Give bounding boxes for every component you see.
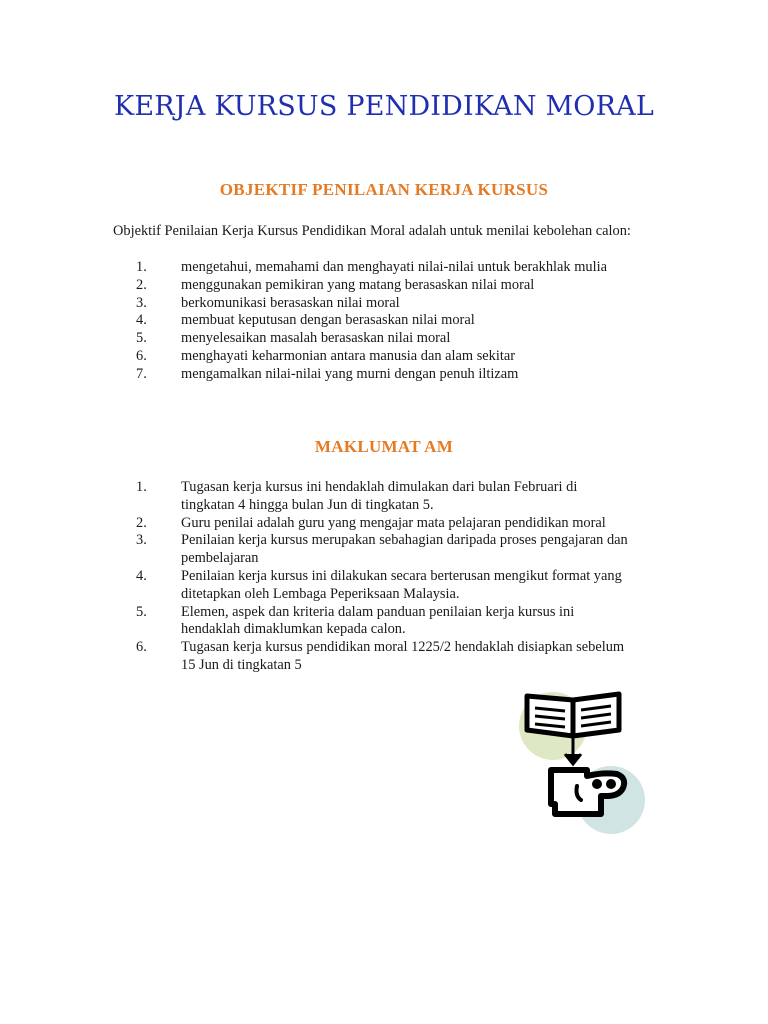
list-number: 2.	[136, 514, 147, 531]
list-number: 3.	[136, 532, 147, 549]
objektif-list	[0, 259, 661, 384]
list-number: 4.	[136, 567, 147, 584]
list-text: mengamalkan nilai-nilai yang murni dengan penuh iltizam	[181, 365, 519, 382]
list-number: 5.	[136, 603, 147, 620]
list-text-line: ditetapkan oleh Lembaga Peperiksaan Malaysia.	[181, 585, 460, 602]
list-number: 1.	[136, 259, 147, 275]
list-item	[0, 532, 661, 568]
list-text-line: Guru penilai adalah guru yang mengajar mata pelajaran pendidikan moral	[181, 514, 606, 531]
list-item	[0, 568, 661, 604]
list-text: menggunakan pemikiran yang matang berasaskan nilai moral	[181, 276, 535, 293]
list-number: 3.	[136, 294, 147, 311]
list-text-line: Penilaian kerja kursus merupakan sebahagian daripada proses pengajaran dan	[181, 532, 628, 549]
list-text-line: Elemen, aspek dan kriteria dalam panduan penilaian kerja kursus ini	[181, 603, 575, 620]
list-text: menghayati keharmonian antara manusia dan alam sekitar	[181, 347, 516, 364]
list-item	[0, 330, 661, 348]
list-text-line: Penilaian kerja kursus ini dilakukan secara berterusan mengikut format yang	[181, 567, 622, 584]
list-text-line: tingkatan 4 hingga bulan Jun di tingkatan 5.	[181, 496, 434, 513]
list-text: membuat keputusan dengan berasaskan nilai moral	[181, 312, 475, 329]
list-text-line: Tugasan kerja kursus pendidikan moral 1225/2 hendaklah disiapkan sebelum	[181, 639, 625, 656]
list-item	[0, 479, 661, 515]
list-number: 7.	[136, 365, 147, 382]
list-number: 4.	[136, 312, 147, 329]
list-item	[0, 366, 661, 384]
list-item	[0, 277, 661, 295]
book-to-face-clipart-icon	[515, 686, 655, 836]
list-item	[0, 604, 661, 640]
list-text: menyelesaikan masalah berasaskan nilai moral	[181, 330, 451, 347]
list-text-line: 15 Jun di tingkatan 5	[181, 656, 302, 673]
maklumat-heading: MAKLUMAT AM	[314, 437, 454, 456]
list-number: 1.	[136, 479, 147, 495]
list-item	[0, 515, 661, 533]
list-number: 6.	[136, 639, 147, 656]
list-text-line: pembelajaran	[181, 550, 259, 567]
list-number: 5.	[136, 330, 147, 347]
list-item	[0, 639, 661, 675]
open-book-icon	[527, 694, 619, 736]
list-number: 6.	[136, 347, 147, 364]
list-text-line: hendaklah dimaklumkan kepada calon.	[181, 621, 406, 638]
list-item	[0, 259, 661, 277]
list-text-line: Tugasan kerja kursus ini hendaklah dimulakan dari bulan Februari di	[181, 479, 578, 495]
list-item	[0, 295, 661, 313]
list-item	[0, 312, 661, 330]
list-text: berkomunikasi berasaskan nilai moral	[181, 294, 400, 311]
maklumat-list	[0, 479, 661, 675]
objektif-intro: Objektif Penilaian Kerja Kursus Pendidikan Moral adalah untuk menilai kebolehan calon:	[113, 223, 631, 239]
list-text: mengetahui, memahami dan menghayati nilai-nilai untuk berakhlak mulia	[181, 259, 607, 275]
document-title: KERJA KURSUS PENDIDIKAN MORAL	[114, 91, 654, 122]
list-number: 2.	[136, 276, 147, 293]
objektif-heading: OBJEKTIF PENILAIAN KERJA KURSUS	[219, 180, 549, 199]
list-item	[0, 348, 661, 366]
